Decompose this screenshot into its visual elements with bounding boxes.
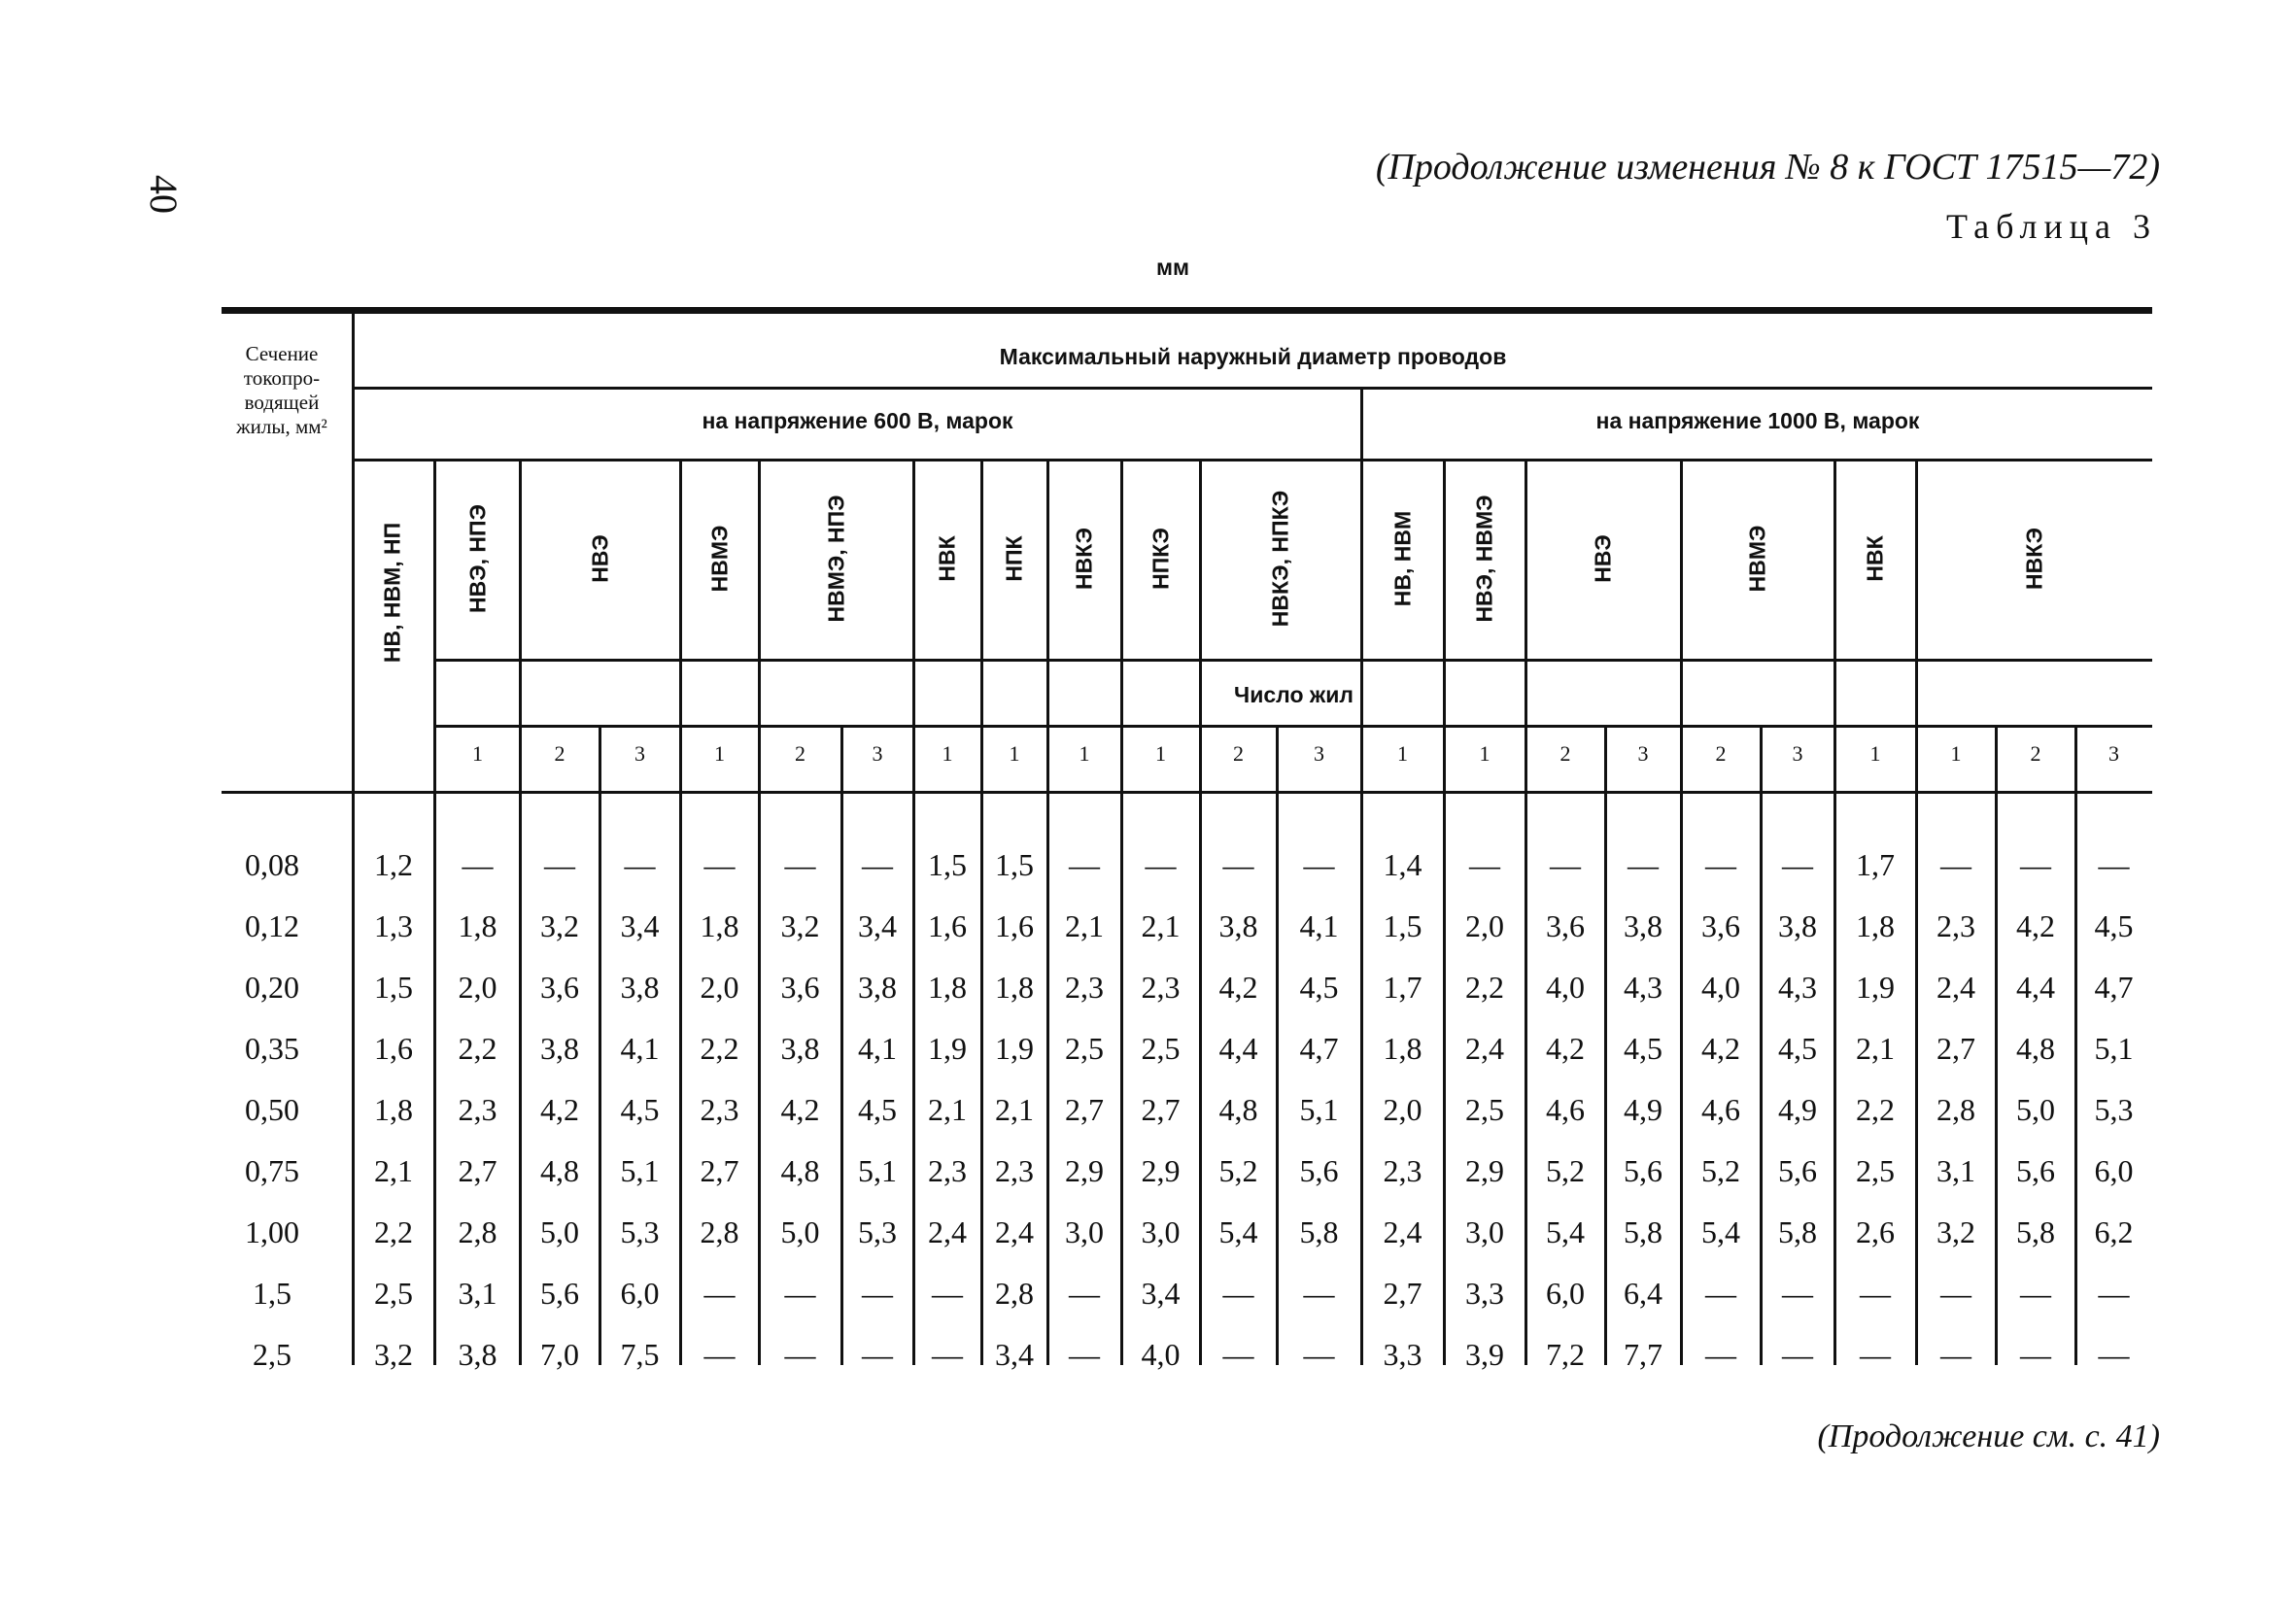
- table-label: Таблица 3: [1946, 207, 2157, 246]
- table-cell: 1,9: [928, 1031, 967, 1066]
- core-count: 1: [1479, 741, 1491, 766]
- table-cell: 5,8: [1299, 1214, 1339, 1249]
- brand-divider: [1915, 459, 1918, 1365]
- table-cell: 5,0: [540, 1214, 579, 1249]
- table-cell: 4,2: [2016, 908, 2055, 943]
- table-cell: 7,2: [1546, 1337, 1585, 1372]
- table-cell: —: [2020, 1337, 2051, 1372]
- table-cell: 7,5: [620, 1337, 660, 1372]
- brand-label: НВКЭ: [2021, 528, 2046, 590]
- table-cell: 1,7: [1856, 847, 1895, 882]
- table-cell: 5,8: [2016, 1214, 2055, 1249]
- table-cell: 2,4: [995, 1214, 1034, 1249]
- table-cell: 3,2: [540, 908, 579, 943]
- table-cell: 4,5: [1778, 1031, 1817, 1066]
- core-count: 2: [795, 741, 805, 766]
- table-cell: 3,4: [1141, 1276, 1181, 1311]
- table-cell: —: [1940, 1337, 1971, 1372]
- core-count: 3: [872, 741, 883, 766]
- table-cell: 3,0: [1065, 1214, 1104, 1249]
- table-cell: 3,8: [458, 1337, 497, 1372]
- page-number: 40: [142, 175, 186, 214]
- table-cell: —: [462, 847, 494, 882]
- table-cell: 3,8: [1218, 908, 1258, 943]
- table-cell: 2,4: [1936, 970, 1975, 1005]
- table-cell: 4,2: [1701, 1031, 1740, 1066]
- table-cell: 4,7: [1299, 1031, 1339, 1066]
- section-value: 0,35: [245, 1031, 299, 1066]
- table-cell: —: [2098, 1276, 2130, 1311]
- table-cell: 6,0: [620, 1276, 660, 1311]
- table-cell: 5,2: [1218, 1153, 1258, 1188]
- table-cell: 2,1: [995, 1092, 1034, 1127]
- table-cell: 3,6: [1546, 908, 1585, 943]
- table-cell: 1,5: [995, 847, 1034, 882]
- table-cell: 2,7: [1936, 1031, 1975, 1066]
- table-cell: 2,2: [700, 1031, 739, 1066]
- table-cell: 2,0: [700, 970, 739, 1005]
- table-cell: 5,1: [2094, 1031, 2134, 1066]
- table-cell: —: [1940, 1276, 1971, 1311]
- table-cell: 4,5: [1299, 970, 1339, 1005]
- table-cell: 3,3: [1383, 1337, 1422, 1372]
- table-cell: 2,3: [458, 1092, 497, 1127]
- section-value: 1,5: [253, 1276, 291, 1311]
- core-count: 3: [2108, 741, 2119, 766]
- section-value: 1,00: [245, 1214, 299, 1249]
- core-divider: [1604, 725, 1607, 1365]
- table-cell: 2,7: [1383, 1276, 1422, 1311]
- table-cell: —: [1222, 1276, 1254, 1311]
- table-cell: 6,4: [1624, 1276, 1662, 1311]
- table-cell: 2,4: [1383, 1214, 1422, 1249]
- table-cell: 6,0: [2094, 1153, 2134, 1188]
- group-600-header: на напряжение 600 В, марок: [702, 408, 1013, 433]
- table-cell: 1,8: [374, 1092, 413, 1127]
- table-cell: —: [1782, 1276, 1813, 1311]
- table-cell: —: [932, 1337, 963, 1372]
- table-cell: 3,4: [620, 908, 660, 943]
- table-cell: —: [784, 1337, 816, 1372]
- table-cell: 2,8: [458, 1214, 497, 1249]
- table-cell: 1,5: [928, 847, 967, 882]
- table-cell: —: [1628, 847, 1659, 882]
- table-cell: 3,0: [1465, 1214, 1504, 1249]
- table-cell: —: [703, 1276, 736, 1311]
- table-cell: —: [544, 847, 575, 882]
- table-cell: 2,6: [1856, 1214, 1895, 1249]
- table-cell: 4,6: [1546, 1092, 1585, 1127]
- table-cell: 4,2: [780, 1092, 820, 1127]
- table-cell: 5,6: [540, 1276, 579, 1311]
- table-cell: 1,8: [995, 970, 1034, 1005]
- brand-label: НВМЭ: [706, 525, 732, 593]
- table-cell: —: [862, 1276, 893, 1311]
- brand-divider: [1443, 459, 1446, 1365]
- table-cell: 3,8: [1778, 908, 1817, 943]
- table-top-rule: [222, 307, 2152, 314]
- table-cell: 4,8: [2016, 1031, 2055, 1066]
- table-cell: 3,0: [1141, 1214, 1181, 1249]
- voltage-group-divider: [1360, 387, 1363, 1365]
- core-count: 2: [1559, 741, 1571, 766]
- core-count: 2: [1715, 741, 1727, 766]
- core-divider: [2074, 725, 2077, 1365]
- table-cell: 5,3: [620, 1214, 660, 1249]
- table-cell: 2,5: [1141, 1031, 1181, 1066]
- table-cell: 4,0: [1701, 970, 1740, 1005]
- brand-label: НВК: [934, 535, 960, 582]
- brand-divider: [519, 459, 522, 1365]
- table-cell: 1,9: [995, 1031, 1034, 1066]
- table-cell: 2,1: [1141, 908, 1181, 943]
- table-cell: 7,0: [540, 1337, 579, 1372]
- table-cell: —: [624, 847, 656, 882]
- table-cell: 2,0: [458, 970, 497, 1005]
- table-cell: 5,6: [1778, 1153, 1817, 1188]
- table-cell: 5,8: [1778, 1214, 1817, 1249]
- table-cell: 4,8: [1218, 1092, 1258, 1127]
- table-cell: 5,0: [2016, 1092, 2055, 1127]
- table-cell: —: [862, 847, 893, 882]
- table-cell: 4,6: [1701, 1092, 1740, 1127]
- table-cell: —: [1222, 1337, 1254, 1372]
- table-cell: 2,1: [1065, 908, 1104, 943]
- table-cell: 1,8: [458, 908, 497, 943]
- core-divider: [599, 725, 601, 1365]
- brand-label: НВЭ: [587, 534, 612, 583]
- table-cell: —: [1860, 1337, 1891, 1372]
- table-cell: 1,6: [374, 1031, 413, 1066]
- table-cell: 1,3: [374, 908, 413, 943]
- brand-label: НВМЭ, НПЭ: [823, 495, 848, 623]
- table-cell: 2,2: [374, 1214, 413, 1249]
- table-cell: 4,9: [1624, 1092, 1662, 1127]
- table-cell: 2,8: [700, 1214, 739, 1249]
- brand-label: НВЭ, НПЭ: [464, 504, 490, 613]
- unit-label: мм: [1156, 255, 1190, 280]
- brand-divider: [679, 459, 682, 1365]
- table-cell: —: [1782, 1337, 1813, 1372]
- table-cell: —: [784, 847, 816, 882]
- table-cell: 1,8: [700, 908, 739, 943]
- table-cell: 1,9: [1856, 970, 1895, 1005]
- table-cell: —: [1550, 847, 1581, 882]
- table-cell: 4,5: [1624, 1031, 1662, 1066]
- table-cell: 2,9: [1065, 1153, 1104, 1188]
- table-cell: 2,5: [1856, 1153, 1895, 1188]
- table-cell: 3,6: [540, 970, 579, 1005]
- main-header: Максимальный наружный диаметр проводов: [999, 344, 1507, 369]
- table-cell: 4,4: [2016, 970, 2055, 1005]
- table-cell: —: [1705, 1276, 1736, 1311]
- table-cell: 2,8: [1936, 1092, 1975, 1127]
- table-cell: 4,8: [540, 1153, 579, 1188]
- table-cell: —: [1069, 847, 1100, 882]
- brand-divider: [912, 459, 915, 1365]
- table-cell: —: [1303, 1337, 1335, 1372]
- table-cell: 3,8: [620, 970, 660, 1005]
- table-cell: 1,8: [1856, 908, 1895, 943]
- table-cell: 5,1: [1299, 1092, 1339, 1127]
- table-cell: 5,4: [1546, 1214, 1585, 1249]
- section-value: 0,20: [245, 970, 299, 1005]
- table-cell: 4,3: [1778, 970, 1817, 1005]
- table-cell: 5,8: [1624, 1214, 1662, 1249]
- table-cell: 4,7: [2094, 970, 2134, 1005]
- table-cell: —: [1860, 1276, 1891, 1311]
- table-cell: —: [1222, 847, 1254, 882]
- table-cell: 5,6: [1624, 1153, 1662, 1188]
- continuation-header: (Продолжение изменения № 8 к ГОСТ 17515—72): [1375, 147, 2160, 188]
- table-cell: 1,5: [374, 970, 413, 1005]
- table-cell: —: [932, 1276, 963, 1311]
- table-cell: —: [1145, 847, 1177, 882]
- brand-label: НВК: [1862, 535, 1888, 582]
- table-cell: 6,0: [1546, 1276, 1585, 1311]
- table-cell: 2,4: [1465, 1031, 1504, 1066]
- table-cell: 3,8: [858, 970, 897, 1005]
- brand-divider: [758, 459, 761, 1365]
- table-cell: 4,9: [1778, 1092, 1817, 1127]
- table-cell: 2,0: [1383, 1092, 1422, 1127]
- brand-label: НВКЭ: [1071, 528, 1097, 590]
- table-cell: 5,2: [1701, 1153, 1740, 1188]
- table-cell: —: [703, 1337, 736, 1372]
- table-cell: 4,1: [1299, 908, 1339, 943]
- table-cell: 5,4: [1701, 1214, 1740, 1249]
- table-cell: 1,8: [928, 970, 967, 1005]
- table-cell: 1,5: [1383, 908, 1422, 943]
- table-cell: 6,2: [2094, 1214, 2134, 1249]
- table-cell: 4,0: [1546, 970, 1585, 1005]
- table-cell: 4,2: [540, 1092, 579, 1127]
- table-cell: 2,8: [995, 1276, 1034, 1311]
- table-cell: 3,2: [780, 908, 820, 943]
- table-cell: 2,3: [928, 1153, 967, 1188]
- table-cell: —: [2020, 847, 2051, 882]
- core-count: 3: [634, 741, 645, 766]
- core-count: 1: [1079, 741, 1090, 766]
- table-cell: 5,2: [1546, 1153, 1585, 1188]
- table-cell: 3,6: [1701, 908, 1740, 943]
- table-cell: 5,6: [2016, 1153, 2055, 1188]
- table-cell: 2,3: [1936, 908, 1975, 943]
- table-cell: 2,2: [458, 1031, 497, 1066]
- core-divider: [840, 725, 843, 1365]
- table-cell: 5,0: [780, 1214, 820, 1249]
- table-cell: —: [703, 847, 736, 882]
- brand-label: НВ, НВМ: [1389, 510, 1415, 607]
- table-cell: —: [1069, 1276, 1100, 1311]
- core-count: 3: [1792, 741, 1803, 766]
- table-cell: 3,2: [374, 1337, 413, 1372]
- table-cell: 1,6: [995, 908, 1034, 943]
- core-count: 1: [472, 741, 483, 766]
- table-cell: —: [1069, 1337, 1100, 1372]
- table-cell: 2,9: [1465, 1153, 1504, 1188]
- brand-divider: [1833, 459, 1836, 1365]
- brand-label: НВЭ: [1590, 534, 1616, 583]
- core-count: 1: [714, 741, 725, 766]
- table-cell: 1,4: [1383, 847, 1422, 882]
- brand-divider: [1525, 459, 1527, 1365]
- table-cell: 4,2: [1546, 1031, 1585, 1066]
- table-cell: 1,2: [374, 847, 413, 882]
- table-cell: 1,6: [928, 908, 967, 943]
- table-cell: 2,3: [1065, 970, 1104, 1005]
- table-cell: 2,3: [995, 1153, 1034, 1188]
- core-count: 1: [1950, 741, 1962, 766]
- rule-under-voltage-groups: [354, 459, 2152, 461]
- core-count: 3: [1314, 741, 1324, 766]
- table-cell: —: [1940, 847, 1971, 882]
- cores-label: Число жил: [1234, 682, 1354, 707]
- group-1000-header: на напряжение 1000 В, марок: [1595, 408, 1920, 433]
- table-cell: —: [862, 1337, 893, 1372]
- stub-divider: [352, 309, 355, 1365]
- table-cell: 4,1: [858, 1031, 897, 1066]
- table-cell: 3,2: [1936, 1214, 1975, 1249]
- table-cell: 1,8: [1383, 1031, 1422, 1066]
- table-cell: 5,1: [858, 1153, 897, 1188]
- core-divider: [1276, 725, 1279, 1365]
- brand-divider: [980, 459, 983, 1365]
- brand-label: НВКЭ, НПКЭ: [1267, 490, 1293, 628]
- table-cell: 1,7: [1383, 970, 1422, 1005]
- brand-label: НВЭ, НВМЭ: [1471, 495, 1497, 623]
- table-cell: 4,1: [620, 1031, 660, 1066]
- core-count: 1: [942, 741, 953, 766]
- section-value: 0,75: [245, 1153, 299, 1188]
- table-cell: —: [1705, 1337, 1736, 1372]
- brand-label: НПК: [1001, 535, 1027, 582]
- table-cell: 2,1: [374, 1153, 413, 1188]
- core-divider: [1760, 725, 1763, 1365]
- rule-under-main-header: [354, 387, 2152, 390]
- table-cell: 2,3: [1383, 1153, 1422, 1188]
- table-cell: —: [2020, 1276, 2051, 1311]
- table-cell: 3,8: [540, 1031, 579, 1066]
- stub-header: Сечение токопро-водящей жилы, мм²: [236, 342, 327, 438]
- section-value: 0,50: [245, 1092, 299, 1127]
- rule-under-header: [222, 791, 2152, 794]
- table-cell: 4,5: [2094, 908, 2134, 943]
- table-cell: 3,6: [780, 970, 820, 1005]
- table-cell: 2,2: [1856, 1092, 1895, 1127]
- table-cell: —: [2098, 847, 2130, 882]
- core-count: 2: [1233, 741, 1244, 766]
- table-cell: 2,3: [700, 1092, 739, 1127]
- rule-under-brands: [435, 659, 2152, 662]
- table-cell: 3,4: [858, 908, 897, 943]
- table-cell: 4,0: [1141, 1337, 1181, 1372]
- table-cell: 3,1: [1936, 1153, 1975, 1188]
- table-cell: 7,7: [1624, 1337, 1662, 1372]
- footer-note: (Продолжение см. с. 41): [1817, 1418, 2160, 1454]
- table-cell: 4,3: [1624, 970, 1662, 1005]
- table-cell: 4,2: [1218, 970, 1258, 1005]
- table-cell: 2,0: [1465, 908, 1504, 943]
- table-cell: 5,3: [858, 1214, 897, 1249]
- table-cell: 2,1: [1856, 1031, 1895, 1066]
- section-value: 2,5: [253, 1337, 291, 1372]
- table-cell: 2,5: [374, 1276, 413, 1311]
- core-count: 3: [1637, 741, 1649, 766]
- table-cell: 2,7: [1141, 1092, 1181, 1127]
- section-value: 0,08: [245, 847, 299, 882]
- core-count: 1: [1155, 741, 1166, 766]
- brand-label: НПКЭ: [1148, 528, 1173, 590]
- brand-divider: [1199, 459, 1202, 1365]
- brand-divider: [1120, 459, 1123, 1365]
- table-cell: 3,8: [1624, 908, 1662, 943]
- table-cell: 3,1: [458, 1276, 497, 1311]
- nv-column-divider: [433, 459, 436, 1365]
- table-cell: 3,4: [995, 1337, 1034, 1372]
- core-count: 2: [2030, 741, 2041, 766]
- brand-label: НВ, НВМ, НП: [379, 522, 405, 664]
- table-cell: 4,5: [858, 1092, 897, 1127]
- section-value: 0,12: [245, 908, 299, 943]
- table-cell: 2,2: [1465, 970, 1504, 1005]
- core-count: 1: [1397, 741, 1408, 766]
- table-cell: 4,8: [780, 1153, 820, 1188]
- table-cell: 2,7: [1065, 1092, 1104, 1127]
- brand-label: НВМЭ: [1744, 525, 1770, 593]
- table-cell: 2,5: [1465, 1092, 1504, 1127]
- core-divider: [1995, 725, 1998, 1365]
- table-cell: 2,4: [928, 1214, 967, 1249]
- table-cell: 2,9: [1141, 1153, 1181, 1188]
- table-cell: —: [1303, 847, 1335, 882]
- table-cell: 2,3: [1141, 970, 1181, 1005]
- table-cell: 2,5: [1065, 1031, 1104, 1066]
- core-count: 1: [1009, 741, 1020, 766]
- table-cell: 2,7: [700, 1153, 739, 1188]
- table-cell: 5,3: [2094, 1092, 2134, 1127]
- table-cell: 4,4: [1218, 1031, 1258, 1066]
- table-cell: —: [1782, 847, 1813, 882]
- table-cell: 5,1: [620, 1153, 660, 1188]
- table-cell: —: [1705, 847, 1736, 882]
- table-cell: —: [784, 1276, 816, 1311]
- rule-under-cores-label: [435, 725, 2152, 728]
- brand-divider: [1680, 459, 1683, 1365]
- table-cell: 4,5: [620, 1092, 660, 1127]
- core-count: 2: [554, 741, 565, 766]
- table-cell: 5,4: [1218, 1214, 1258, 1249]
- table-cell: —: [2098, 1337, 2130, 1372]
- table-cell: 3,3: [1465, 1276, 1504, 1311]
- table-cell: 3,9: [1465, 1337, 1504, 1372]
- brand-divider: [1046, 459, 1049, 1365]
- core-count: 1: [1869, 741, 1881, 766]
- table-cell: 2,1: [928, 1092, 967, 1127]
- table-cell: —: [1469, 847, 1500, 882]
- table-cell: 2,7: [458, 1153, 497, 1188]
- table-cell: —: [1303, 1276, 1335, 1311]
- table-cell: 3,8: [780, 1031, 820, 1066]
- table-cell: 5,6: [1299, 1153, 1339, 1188]
